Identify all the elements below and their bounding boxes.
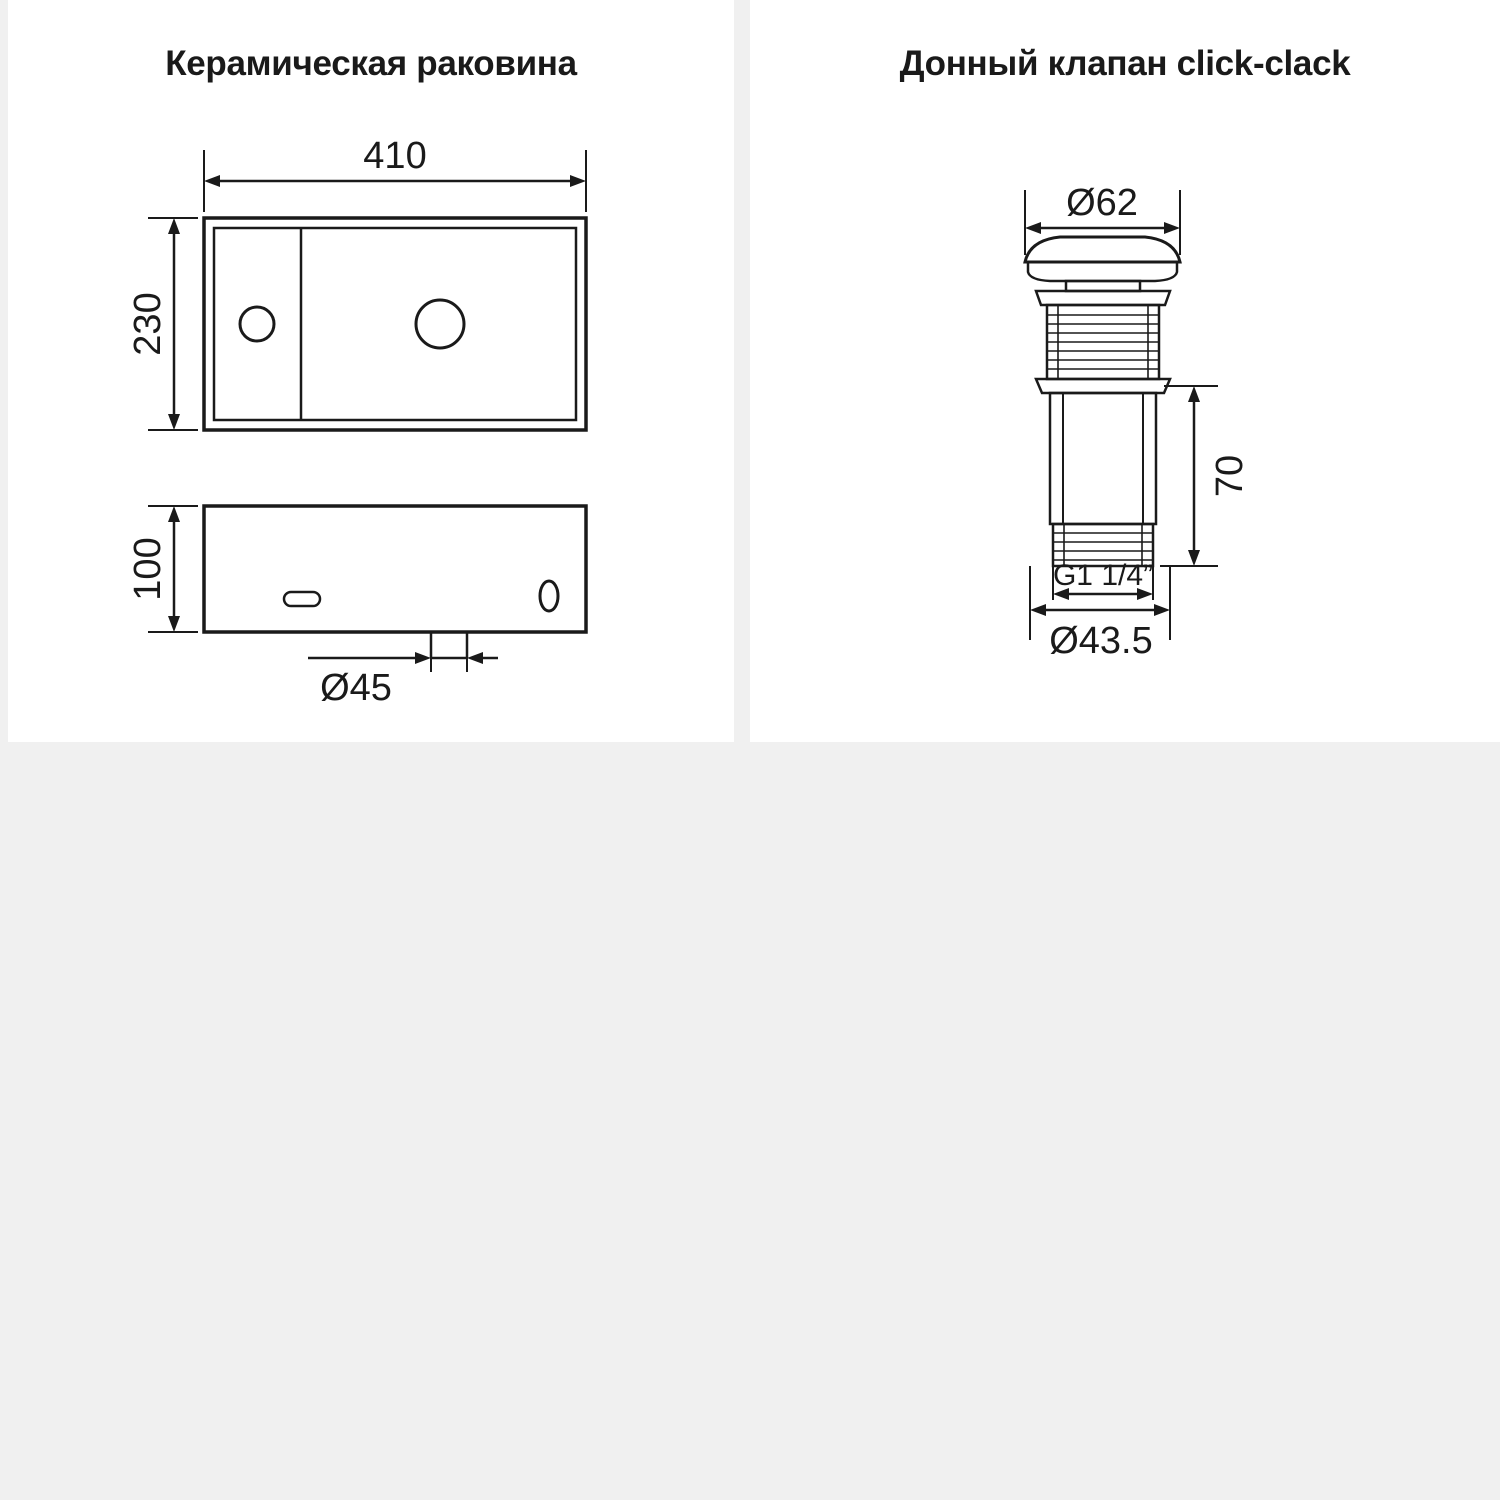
dim-sink-height: 100: [127, 537, 169, 601]
dim-valve-cap-diameter: Ø62: [1066, 182, 1138, 224]
panel-ceramic-sink: [8, 0, 734, 742]
dim-valve-body-diameter: Ø43.5: [1049, 620, 1153, 662]
ceramic-sink-drawing: [8, 0, 734, 742]
dim-sink-width: 410: [363, 135, 427, 177]
dim-sink-drain-diameter: Ø45: [320, 667, 392, 709]
dim-valve-body-length: 70: [1209, 454, 1251, 498]
click-clack-valve-drawing: [750, 0, 1500, 742]
dim-sink-depth: 230: [127, 292, 169, 356]
panel-title-click-clack-valve: Донный клапан click-clack: [899, 44, 1351, 83]
panel-click-clack-valve: [750, 0, 1500, 742]
dim-valve-thread-size: G1 1/4”: [1052, 559, 1154, 592]
panel-title-ceramic-sink: Керамическая раковина: [165, 44, 577, 83]
